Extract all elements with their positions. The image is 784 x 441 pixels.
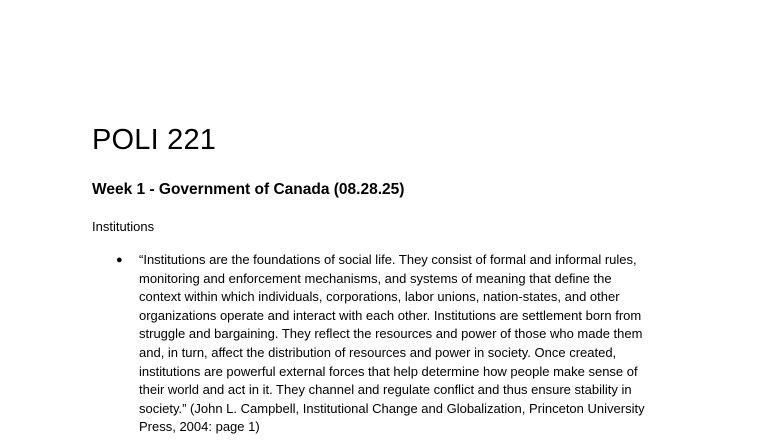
quote-line: Press, 2004: page 1) xyxy=(139,419,260,435)
quote-line: society.” (John L. Campbell, Institutional Change and Globalization, Princeton University xyxy=(139,400,645,416)
list-item xyxy=(116,251,686,437)
quote-line: organizations operate and interact with each other. Institutions are settlement born from xyxy=(139,307,642,323)
quote-line: and, in turn, affect the distribution of resources and power in society. Once created, xyxy=(139,344,617,360)
quote-line: institutions are powerful external forces that help determine how people make sense of xyxy=(139,363,638,379)
quote-line: monitoring and enforcement mechanisms, and systems of meaning that define the xyxy=(139,270,612,286)
bullet-list xyxy=(116,251,686,437)
week-heading: Week 1 - Government of Canada (08.28.25) xyxy=(92,181,405,198)
quote-text xyxy=(139,251,686,437)
document-title: POLI 221 xyxy=(92,124,217,156)
quote-line: “Institutions are the foundations of social life. They consist of formal and informal rules, xyxy=(139,252,637,267)
quote-line: context within which individuals, corporations, labor unions, nation-states, and other xyxy=(139,289,620,305)
section-label: Institutions xyxy=(92,219,155,234)
bullet-icon: ● xyxy=(116,254,123,266)
quote-line: their world and act in it. They channel and regulate conflict and thus ensure stability in xyxy=(139,382,632,398)
quote-line: struggle and bargaining. They reflect the resources and power of those who made them xyxy=(139,326,643,342)
